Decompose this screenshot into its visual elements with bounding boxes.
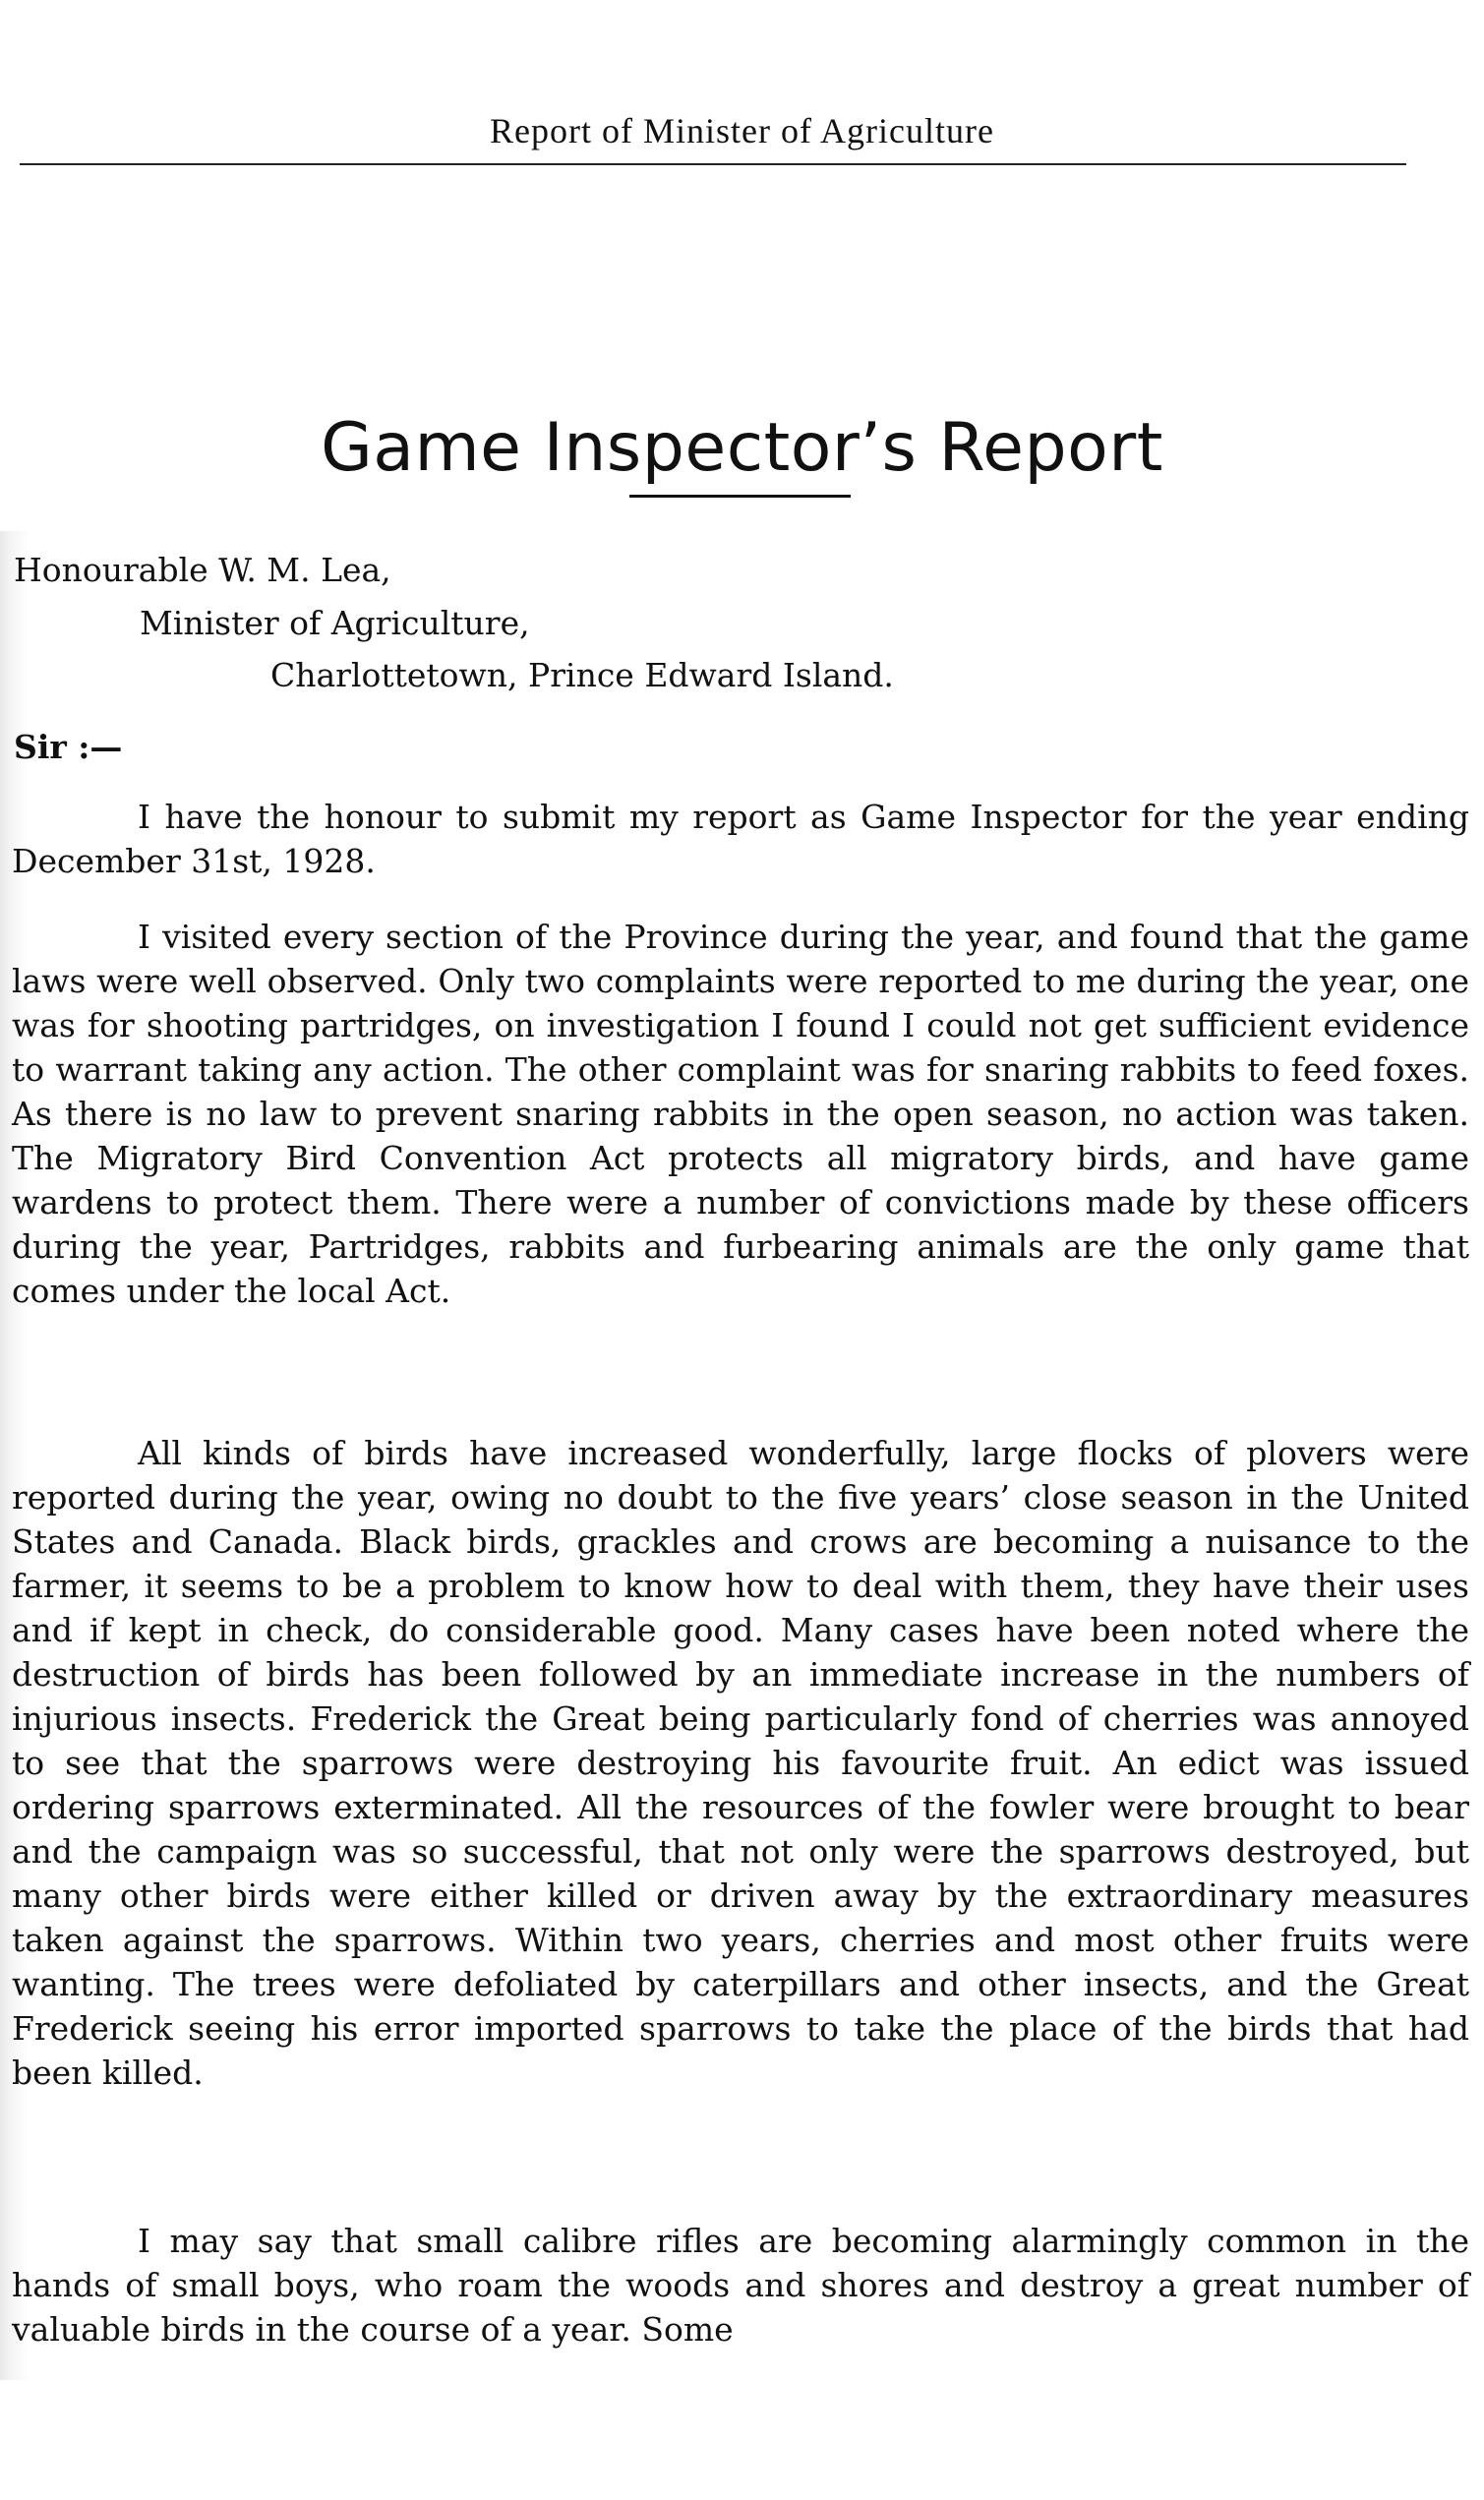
- address-location: Charlottetown, Prince Edward Island.: [270, 656, 894, 694]
- body-paragraph-4: I may say that small calibre rifles are becoming alarmingly common in the hands of small boys, who roam the woods and shores and destroy a great number of valuable birds in the course of a year. Some: [12, 2222, 1469, 2349]
- header-rule: [20, 163, 1406, 165]
- page-title: Game Inspector’s Report: [321, 408, 1163, 487]
- address-title: Minister of Agriculture,: [140, 604, 530, 642]
- title-rule: [629, 495, 851, 498]
- body-paragraph-3: All kinds of birds have increased wonderfully, large flocks of plovers were reported during the year, owing no doubt to the five years’ close season in the United States and Canada. Black birds, grackles and crows are becoming a nuisance to the farmer, it seems to be a problem to know how to deal with them, they have their uses and if kept in check, do considerable good. Many cases have been noted where the destruction of birds has been followed by an immediate increase in the numbers of injurious insects. Frederick the Great being particularly fond of cherries was annoyed to see that the sparrows were destroying his favourite fruit. An edict was issued ordering sparrows exterminated. All the resources of the fowler were brought to bear and the campaign was so successful, that not only were the sparrows destroyed, but many other birds were either killed or driven away by the extraordinary measures taken against the sparrows. Within two years, cherries and most other fruits were wanting. The trees were defoliated by caterpillars and other insects, and the Great Frederick seeing his error imported sparrows to take the place of the birds that had been killed.: [12, 1434, 1469, 2092]
- body-paragraph-2: I visited every section of the Province during the year, and found that the game laws were well observed. Only two complaints were reported to me during the year, one was for shooting partridges, on investigation I found I could not get sufficient evidence to warrant taking any action. The other complaint was for snaring rabbits to feed foxes. As there is no law to prevent snaring rabbits in the open season, no action was taken. The Migratory Bird Convention Act protects all migratory birds, and have game wardens to protect them. There were a number of convictions made by these officers during the year, Partridges, rabbits and furbearing animals are the only game that comes under the local Act.: [12, 918, 1469, 1310]
- body-paragraph-1: I have the honour to submit my report as Game Inspector for the year ending December 31st, 1928.: [12, 798, 1469, 880]
- salutation: Sir :—: [14, 728, 123, 766]
- running-head: Report of Minister of Agriculture: [490, 111, 994, 150]
- address-recipient: Honourable W. M. Lea,: [14, 551, 391, 589]
